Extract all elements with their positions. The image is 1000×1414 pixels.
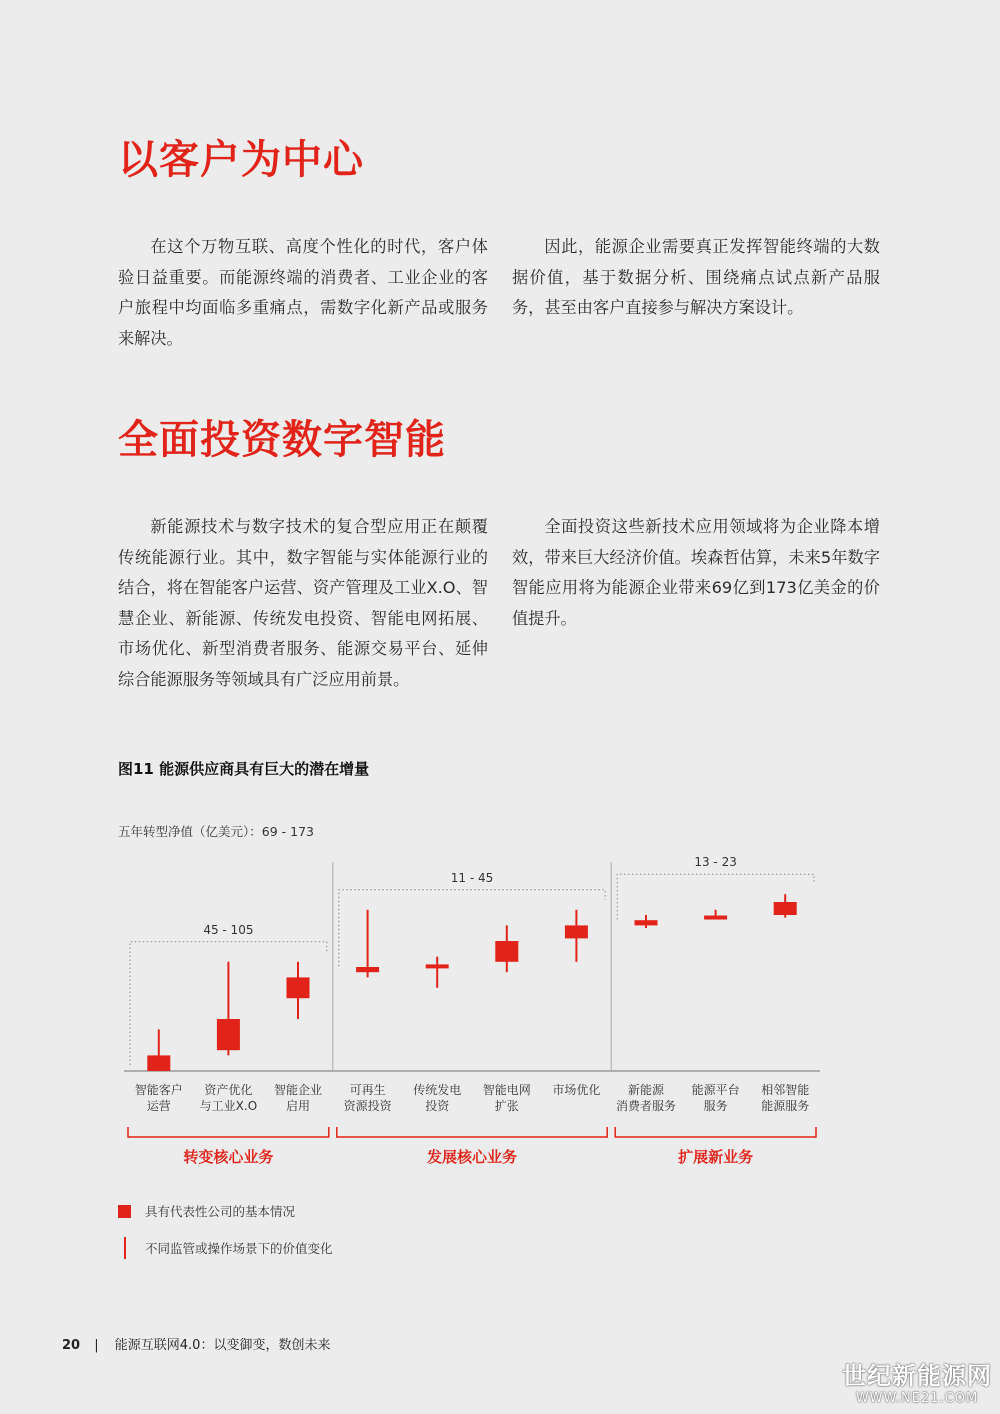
group-bracket	[337, 1127, 607, 1137]
category-label: 传统发电	[413, 1083, 462, 1097]
watermark	[842, 1356, 992, 1406]
section-title-customer-centric: 以客户为中心	[118, 137, 364, 183]
category-label: 新能源	[627, 1083, 665, 1097]
footer-separator: |	[94, 1338, 99, 1353]
category-label: 投资	[425, 1099, 450, 1113]
candle-box	[774, 902, 797, 915]
range-label: 45 - 105	[203, 922, 254, 937]
legend-box-row	[118, 1202, 295, 1220]
category-label: 启用	[285, 1099, 311, 1113]
category-label: 市场优化	[552, 1083, 601, 1097]
figure-subtitle: 五年转型净值（亿美元）：69 - 173	[118, 824, 314, 839]
footer-doc-title: 能源互联网4.0：以变御变，数创未来	[114, 1338, 331, 1353]
group-bracket	[128, 1127, 329, 1137]
category-label: 相邻智能	[761, 1083, 810, 1097]
candle-box	[704, 916, 727, 920]
candle-box	[426, 964, 449, 968]
section1-right-text: 因此，能源企业需要真正发挥智能终端的大数据价值，基于数据分析、围绕痛点试点新产品服务，甚至由客户直接参与解决方案设计。	[512, 237, 880, 317]
category-label: 能源服务	[761, 1099, 810, 1113]
page-footer	[62, 1334, 330, 1353]
candle-box	[635, 920, 658, 925]
group-name: 发展核心业务	[426, 1148, 518, 1166]
category-label: 与工业X.O	[199, 1099, 258, 1113]
group-name: 转变核心业务	[183, 1148, 274, 1166]
candle-box	[147, 1055, 170, 1071]
candle-box	[217, 1019, 240, 1050]
figure-title: 图11 能源供应商具有巨大的潜在增量	[118, 760, 370, 778]
range-label: 13 - 23	[694, 855, 737, 870]
group-bracket	[615, 1127, 816, 1137]
category-label: 资产优化	[204, 1083, 253, 1097]
section1-left-text: 在这个万物互联、高度个性化的时代，客户体验日益重要。而能源终端的消费者、工业企业的客户旅程中均面临多重痛点，需数字化新产品或服务来解决。	[118, 237, 488, 348]
legend-line-swatch	[124, 1237, 126, 1259]
page-number: 20	[62, 1338, 81, 1353]
category-label: 智能企业	[273, 1083, 323, 1097]
section-title-digital-investment: 全面投资数字智能	[118, 417, 446, 463]
legend-box-label: 具有代表性公司的基本情况	[145, 1204, 296, 1219]
legend-line-row	[118, 1237, 333, 1259]
category-label: 智能客户	[134, 1083, 183, 1097]
candle-box	[287, 977, 310, 998]
category-label: 运营	[146, 1099, 171, 1113]
category-label: 智能电网	[482, 1083, 531, 1097]
range-label: 11 - 45	[450, 870, 494, 885]
category-label: 服务	[703, 1099, 728, 1113]
section2-left-text: 新能源技术与数字技术的复合型应用正在颠覆传统能源行业。其中，数字智能与实体能源行业的结合，将在智能客户运营、资产管理及工业X.O、智慧企业、新能源、传统发电投资、智能电网拓展、市场优化、新型消费者服务、能源交易平台、延伸综合能源服务等领域具有广泛应用前景。	[118, 517, 488, 689]
category-label: 消费者服务	[615, 1099, 677, 1113]
candle-box	[495, 941, 518, 962]
category-label: 扩张	[494, 1099, 519, 1113]
group-name: 扩展新业务	[678, 1148, 754, 1166]
watermark-line2: WWW.NE21.COM	[855, 1391, 979, 1406]
candle-box	[356, 967, 379, 972]
category-label: 资源投资	[343, 1099, 392, 1113]
candle-box	[565, 925, 588, 938]
legend-line-label: 不同监管或操作场景下的价值变化	[145, 1241, 333, 1256]
section2-right-text: 全面投资这些新技术应用领域将为企业降本增效，带来巨大经济价值。埃森哲估算，未来5年数字智能应用将为能源企业带来69亿到173亿美金的价值提升。	[512, 517, 880, 628]
category-label: 可再生	[349, 1083, 386, 1097]
category-label: 能源平台	[691, 1083, 740, 1097]
watermark-line1: 世纪新能源网	[842, 1362, 992, 1390]
legend-box-swatch	[118, 1205, 131, 1218]
